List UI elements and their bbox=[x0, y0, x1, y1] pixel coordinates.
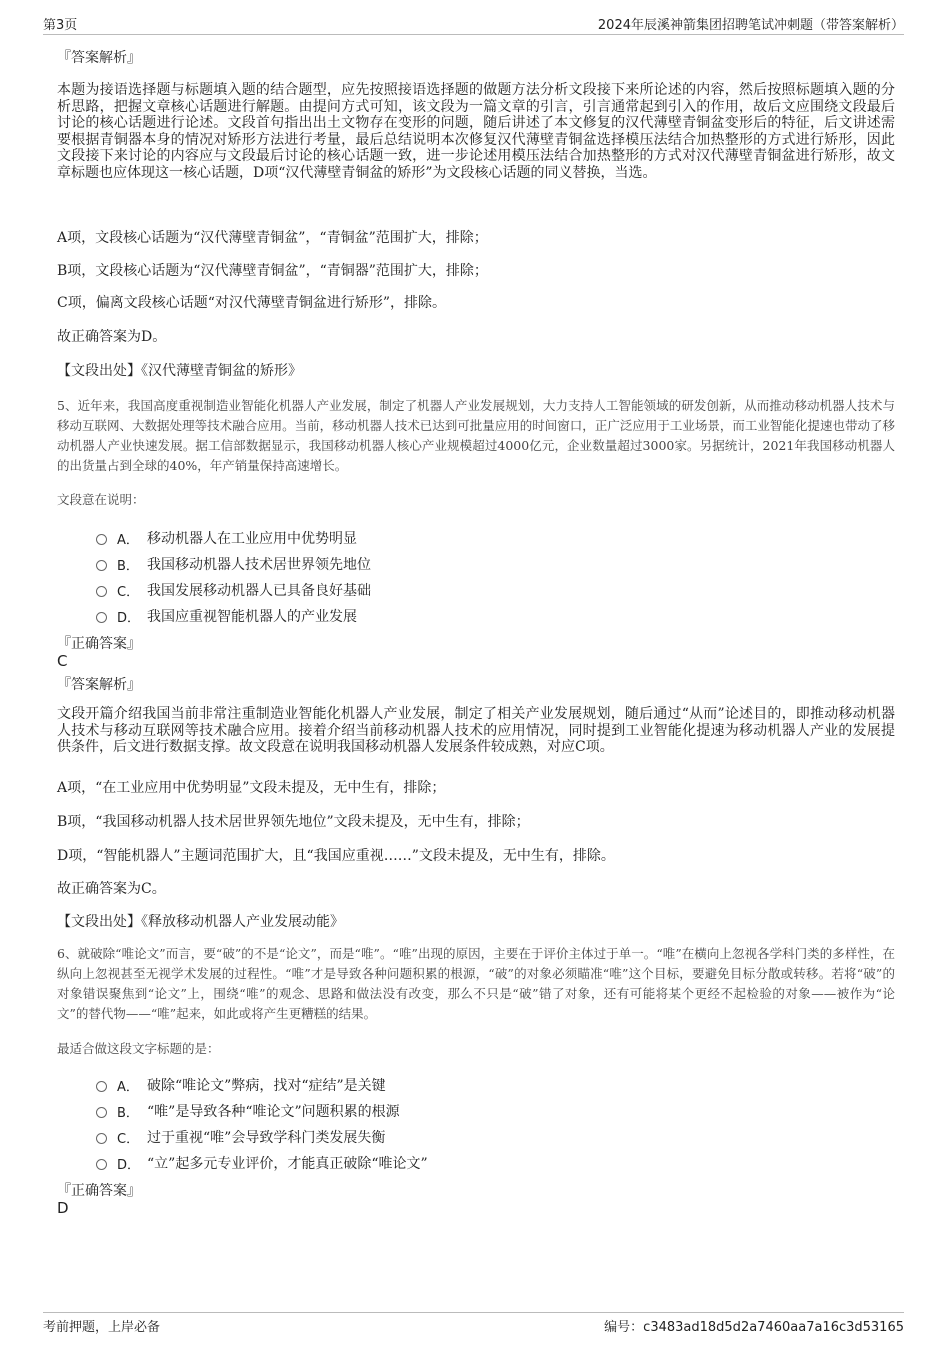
q5-stem: 5、近年来，我国高度重视制造业智能化机器人产业发展，制定了机器人产业发展规划，大力支持人工智能领域的研发创新，从而推动移动机器人技术与移动互联网、大数据处理等技术融合应用。当前，移动机器人技术已达到可批量应用的时间窗口，正广泛应用于工业场景，而工业智能化提速也带动了移动机器人产业快速发展。据工信部数据显示，我国移动机器人核心产业规模超过4000亿元，企业数量超过3000家。另据统计，2021年我国移动机器人的出货量占到全球的40%，年产销量保持高速增长。 bbox=[57, 398, 895, 473]
q4-option-b-explanation: B项，文段核心话题为“汉代薄壁青铜盆”，“青铜器”范围扩大，排除； bbox=[57, 263, 488, 279]
q6-stem: 6、就破除“唯论文”而言，要“破”的不是“论文”，而是“唯”。“唯”出现的原因，主要在于评价主体过于单一。“唯”在横向上忽视各学科门类的多样性，在纵向上忽视甚至无视学术发展的过程性。“唯”才是导致各种问题积累的根源，“破”的对象必须瞄准“唯”这个目标，要避免目标分散或转移。若将“破”的对象错误聚焦到“论文”上，围绕“唯”的观念、思路和做法没有改变，那么不只是“破”错了对象，还有可能将某个更经不起检验的对象——被作为“论文”的替代物——“唯”起来，如此或将产生更糟糕的结果。 bbox=[57, 946, 895, 1021]
option-text: 破除“唯论文”弊病，找对“症结”是关键 bbox=[147, 1078, 386, 1094]
option-letter: B． bbox=[117, 1105, 139, 1121]
option-letter: A． bbox=[117, 1079, 139, 1095]
radio-button-icon[interactable] bbox=[96, 1081, 107, 1092]
q4-analysis-text: 本题为接语选择题与标题填入题的结合题型，应先按照接语选择题的做题方法分析文段接下来所论述的内容，然后按照标题填入题的分析思路，把握文章核心话题进行解题。由提问方式可知，该文段为一篇文章的引言，引言通常起到引入的作用，故后文应围绕文段最后讨论的核心话题进行论述。文段首句指出出土文物存在变形的问题，随后讲述了本文修复的汉代薄壁青铜盆变形后的特征，后文讲述需要根据青铜器本身的情况对矫形方法进行考量，最后总结说明本次修复汉代薄壁青铜盆选择模压法结合加热整形的方式进行矫形，因此文段接下来讨论的内容应与文段最后讨论的核心话题一致，进一步论述用模压法结合加热整形的方式对汉代薄壁青铜盆进行矫形，故文章标题也应体现这一核心话题，D项“汉代薄壁青铜盆的矫形”为文段核心话题的同义替换，当选。 bbox=[57, 82, 895, 181]
q5-source: 【文段出处】《释放移动机器人产业发展动能》 bbox=[57, 914, 344, 930]
q4-option-a-explanation: A项，文段核心话题为“汉代薄壁青铜盆”，“青铜盆”范围扩大，排除； bbox=[57, 230, 488, 246]
q5-correct-heading: 『正确答案』 bbox=[57, 636, 141, 652]
q4-conclusion: 故正确答案为D。 bbox=[57, 329, 167, 345]
document-title: 2024年辰溪神箭集团招聘笔试冲刺题（带答案解析） bbox=[597, 18, 904, 33]
page-header bbox=[43, 14, 904, 35]
radio-button-icon[interactable] bbox=[96, 612, 107, 623]
radio-button-icon[interactable] bbox=[96, 534, 107, 545]
radio-button-icon[interactable] bbox=[96, 1107, 107, 1118]
option-text: “立”起多元专业评价，才能真正破除“唯论文” bbox=[147, 1156, 428, 1172]
page-number: 第3页 bbox=[43, 18, 78, 33]
option-letter: C． bbox=[117, 584, 140, 600]
q4-analysis-heading: 『答案解析』 bbox=[57, 50, 141, 66]
option-text: 我国发展移动机器人已具备良好基础 bbox=[147, 583, 371, 599]
q5-option-b[interactable] bbox=[96, 554, 371, 574]
option-text: “唯”是导致各种“唯论文”问题积累的根源 bbox=[147, 1104, 400, 1120]
q5-correct-answer: C bbox=[57, 652, 68, 670]
page-footer bbox=[43, 1312, 904, 1339]
option-letter: B． bbox=[117, 558, 139, 574]
q5-option-d-explanation: D项，“智能机器人”主题词范围扩大，且“我国应重视……”文段未提及，无中生有，排除。 bbox=[57, 848, 615, 864]
q6-question: 最适合做这段文字标题的是： bbox=[57, 1041, 220, 1056]
radio-button-icon[interactable] bbox=[96, 586, 107, 597]
document-id: 编号：c3483ad18d5d2a7460aa7a16c3d53165 bbox=[604, 1320, 904, 1335]
q6-correct-answer: D bbox=[57, 1199, 69, 1217]
radio-button-icon[interactable] bbox=[96, 1133, 107, 1144]
option-letter: D． bbox=[117, 1157, 141, 1173]
q6-option-a[interactable] bbox=[96, 1075, 386, 1095]
footer-slogan: 考前押题，上岸必备 bbox=[43, 1320, 161, 1335]
q5-option-d[interactable] bbox=[96, 606, 357, 626]
q6-option-c[interactable] bbox=[96, 1127, 385, 1147]
q6-correct-heading: 『正确答案』 bbox=[57, 1183, 141, 1199]
q5-option-b-explanation: B项，“我国移动机器人技术居世界领先地位”文段未提及，无中生有，排除； bbox=[57, 814, 530, 830]
option-letter: C． bbox=[117, 1131, 140, 1147]
q5-conclusion: 故正确答案为C。 bbox=[57, 881, 166, 897]
q5-question: 文段意在说明： bbox=[57, 492, 145, 507]
q5-option-a[interactable] bbox=[96, 528, 357, 548]
q5-option-c[interactable] bbox=[96, 580, 371, 600]
option-letter: D． bbox=[117, 610, 141, 626]
option-text: 移动机器人在工业应用中优势明显 bbox=[147, 531, 357, 547]
q4-option-c-explanation: C项，偏离文段核心话题“对汉代薄壁青铜盆进行矫形”，排除。 bbox=[57, 295, 447, 311]
option-text: 我国应重视智能机器人的产业发展 bbox=[147, 609, 357, 625]
q4-source: 【文段出处】《汉代薄壁青铜盆的矫形》 bbox=[57, 363, 302, 379]
q5-analysis-text: 文段开篇介绍我国当前非常注重制造业智能化机器人产业发展，制定了相关产业发展规划，随后通过“从而”论述目的，即推动移动机器人技术与移动互联网等技术融合应用。接着介绍当前移动机器人技术的应用情况，同时提到工业智能化提速为移动机器人产业的发展提供条件，后文进行数据支撑。故文段意在说明我国移动机器人发展条件较成熟，对应C项。 bbox=[57, 706, 895, 755]
radio-button-icon[interactable] bbox=[96, 560, 107, 571]
option-text: 我国移动机器人技术居世界领先地位 bbox=[147, 557, 371, 573]
q6-option-b[interactable] bbox=[96, 1101, 400, 1121]
option-letter: A． bbox=[117, 532, 139, 548]
q5-option-a-explanation: A项，“在工业应用中优势明显”文段未提及，无中生有，排除； bbox=[57, 780, 446, 796]
q6-option-d[interactable] bbox=[96, 1153, 428, 1173]
option-text: 过于重视“唯”会导致学科门类发展失衡 bbox=[147, 1130, 386, 1146]
radio-button-icon[interactable] bbox=[96, 1159, 107, 1170]
q5-analysis-heading: 『答案解析』 bbox=[57, 677, 141, 693]
